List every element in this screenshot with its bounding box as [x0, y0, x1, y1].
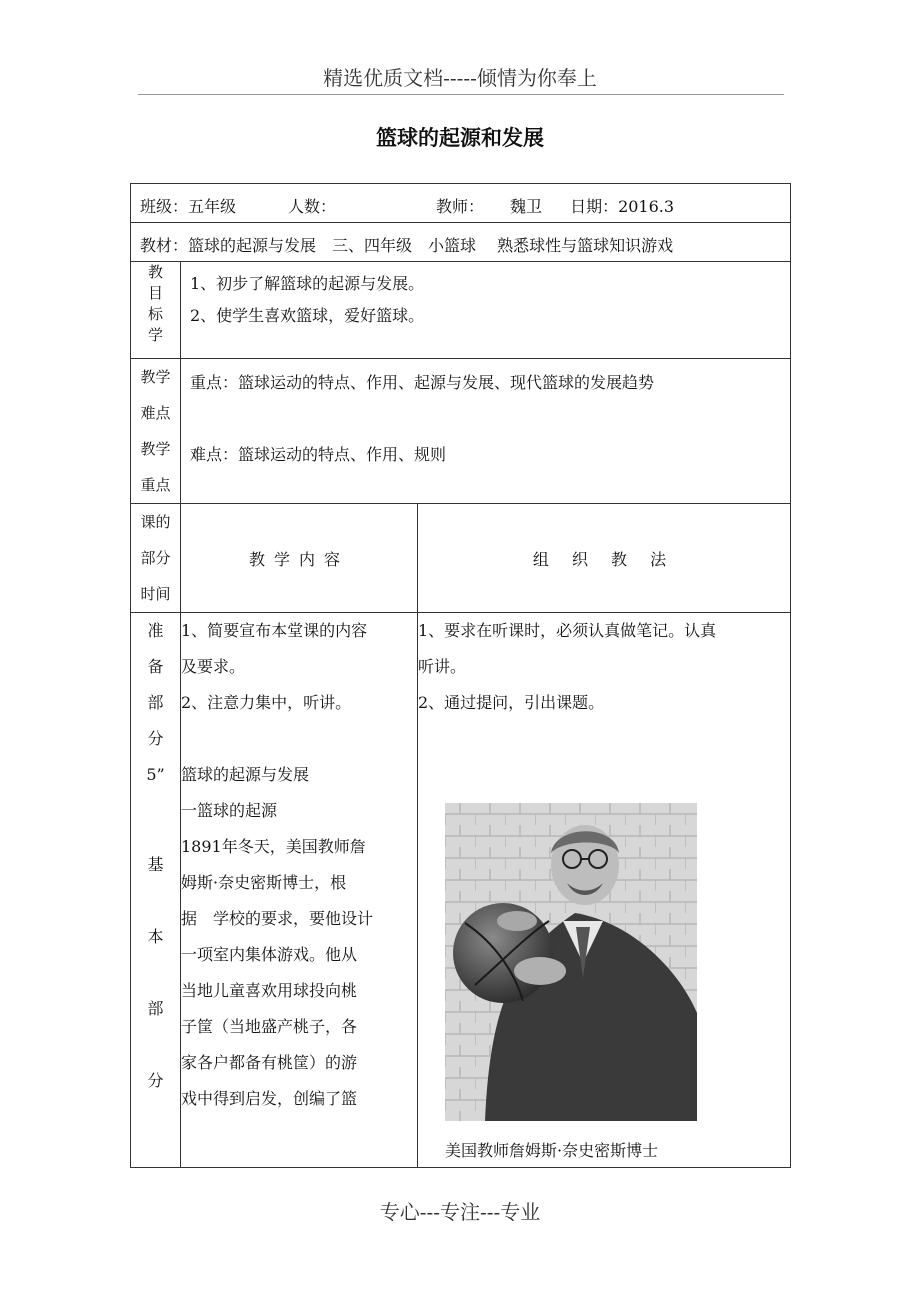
date-label: 日期：2016.3 — [570, 197, 675, 216]
content-line: 一篮球的起源 — [181, 801, 278, 820]
content-line: 一项室内集体游戏。他从 — [181, 945, 358, 964]
part-time-side-label: 课的 部分 时间 — [131, 504, 181, 613]
page-footer: 专心---专注---专业 — [379, 1200, 541, 1224]
header-divider — [138, 94, 784, 95]
material-text: 教材：篮球的起源与发展 三、四年级 小篮球 熟悉球性与篮球知识游戏 — [140, 236, 674, 255]
content-line — [181, 721, 417, 757]
document-title: 篮球的起源和发展 — [376, 125, 544, 150]
basic-part-label: 基 本 部 分 — [147, 855, 164, 1090]
prep-part-label: 准 备 部 分 5” — [146, 621, 165, 784]
naismith-photo — [445, 803, 697, 1121]
method-line: 2、通过提问，引出课题。 — [418, 693, 605, 712]
teaching-content-cell — [181, 613, 418, 1168]
body-row — [131, 613, 791, 1168]
content-line: 姆斯·奈史密斯博士，根 — [181, 873, 347, 892]
goal-line-1: 1、初步了解篮球的起源与发展。 — [190, 274, 425, 293]
keypoints-side-label: 教学 难点 教学 重点 — [131, 359, 181, 504]
count-label: 人数： — [288, 197, 337, 216]
content-line: 1891年冬天，美国教师詹 — [181, 837, 366, 856]
photo-caption: 美国教师詹姆斯·奈史密斯博士 — [445, 1141, 659, 1160]
teacher-label: 教师： — [436, 197, 485, 216]
content-line: 子筐（当地盛产桃子，各 — [181, 1017, 358, 1036]
column-header-row — [131, 504, 791, 613]
goal-line-2: 2、使学生喜欢篮球，爱好篮球。 — [190, 306, 425, 325]
content-column-header: 教学内容 — [181, 504, 418, 613]
method-line: 听讲。 — [418, 657, 467, 676]
content-line: 家各户都备有桃筐）的游 — [181, 1053, 358, 1072]
part-side-label — [131, 613, 181, 1168]
goal-side-label: 教 目 标 学 — [131, 262, 181, 359]
lesson-plan-table — [130, 183, 791, 1168]
content-line: 及要求。 — [181, 657, 246, 676]
key-point-line: 重点：篮球运动的特点、作用、起源与发展、现代篮球的发展趋势 — [190, 373, 655, 392]
teacher-name: 魏卫 — [510, 197, 543, 216]
content-line: 当地儿童喜欢用球投向桃 — [181, 981, 358, 1000]
material-row — [131, 223, 791, 262]
content-line: 1、简要宣布本堂课的内容 — [181, 621, 368, 640]
goal-row — [131, 262, 791, 359]
content-line: 戏中得到启发，创编了篮 — [181, 1089, 358, 1108]
method-column-header: 组 织 教 法 — [418, 504, 791, 613]
difficulty-line: 难点：篮球运动的特点、作用、规则 — [190, 445, 447, 464]
teaching-method-cell — [418, 613, 791, 1168]
class-label: 班级：五年级 — [140, 197, 237, 216]
method-line: 1、要求在听课时，必须认真做笔记。认真 — [418, 621, 717, 640]
page-header: 精选优质文档-----倾情为你奉上 — [323, 66, 597, 90]
content-line: 据 学校的要求，要他设计 — [181, 909, 374, 928]
content-line: 篮球的起源与发展 — [181, 765, 310, 784]
keypoints-row — [131, 359, 791, 504]
info-row — [131, 184, 791, 223]
content-line: 2、注意力集中，听讲。 — [181, 693, 352, 712]
